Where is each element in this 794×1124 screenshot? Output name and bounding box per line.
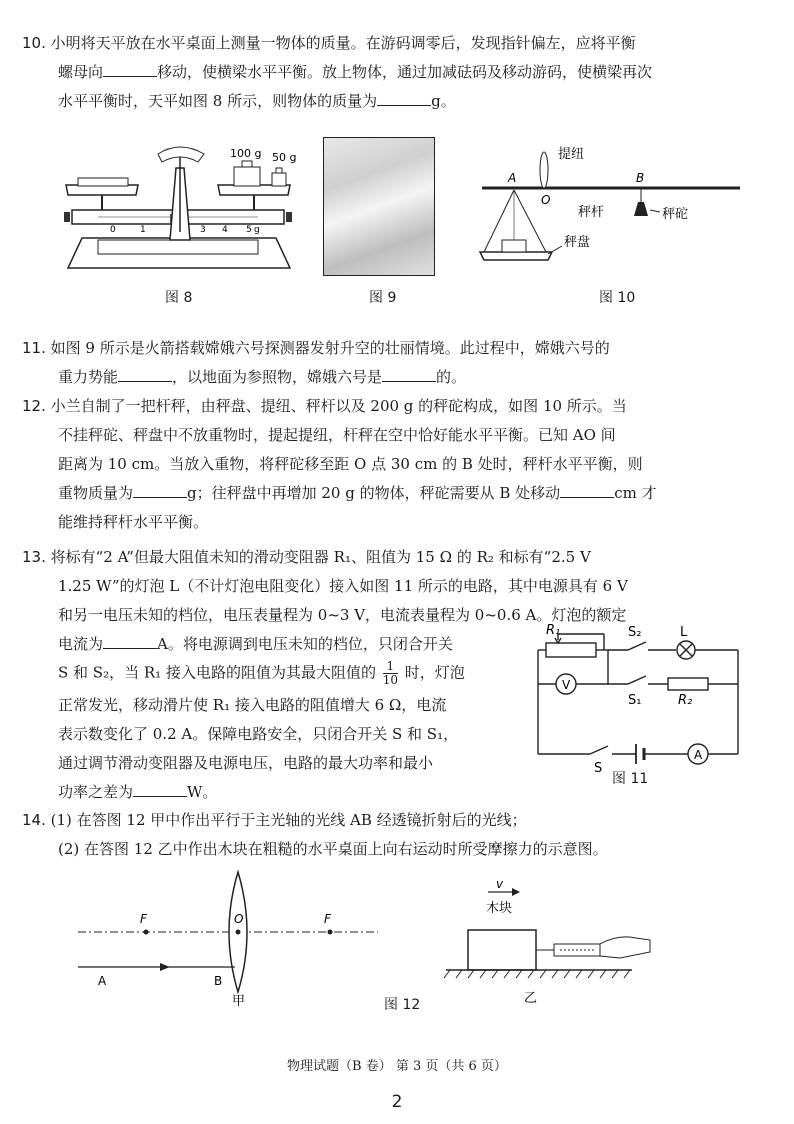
chenggan-label: 秤杆 bbox=[578, 205, 605, 220]
figure-11-caption: 图 11 bbox=[612, 771, 649, 787]
answer-blank[interactable] bbox=[560, 483, 614, 498]
q13-line-1: 13. 将标有“2 A”但最大阻值未知的滑动变阻器 R₁、阻值为 15 Ω 的 R₂ 和标有“2.5 V bbox=[22, 548, 591, 566]
q13-line-5: S 和 S₂，当 R₁ 接入电路的阻值为其最大阻值的 $\frac{1}{10}$ 时，灯泡 bbox=[58, 659, 465, 687]
answer-blank[interactable] bbox=[103, 62, 157, 77]
answer-blank[interactable] bbox=[382, 367, 436, 382]
svg-text:g: g bbox=[254, 225, 260, 235]
q10-line-2: 螺母向 移动，使横梁水平平衡。放上物体，通过加减砝码及移动游码，使横梁再次 bbox=[58, 63, 653, 81]
answer-blank[interactable] bbox=[118, 367, 172, 382]
figure-9-rocket-photo bbox=[323, 137, 435, 276]
ray-point-a: A bbox=[98, 974, 107, 988]
q12-line-1: 12. 小兰自制了一把杆秤，由秤盘、提纽、秤杆以及 200 g 的秤砣构成，如图 10 所示。当 bbox=[22, 397, 627, 415]
figure-9-caption: 图 9 bbox=[369, 290, 397, 306]
focal-point-left: F bbox=[140, 912, 147, 926]
r1-label: R₁ bbox=[546, 623, 561, 638]
page-number: 2 bbox=[391, 1092, 403, 1112]
r2-label: R₂ bbox=[678, 693, 693, 708]
optical-center: O bbox=[234, 912, 244, 926]
svg-text:5: 5 bbox=[246, 225, 252, 235]
q13-line-2: 1.25 W”的灯泡 L（不计灯泡电阻变化）接入如图 11 所示的电路，其中电源具有 6 V bbox=[58, 577, 628, 595]
lamp-label: L bbox=[680, 625, 688, 640]
svg-text:O: O bbox=[541, 193, 551, 207]
figure-jia-label: 甲 bbox=[232, 994, 246, 1008]
q12-line-3: 距离为 10 cm。当放入重物，将秤砣移至距 O 点 30 cm 的 B 处时，秤杆水平平衡，则 bbox=[58, 455, 643, 473]
answer-blank[interactable] bbox=[133, 483, 187, 498]
velocity-label: v bbox=[496, 878, 504, 891]
answer-blank[interactable] bbox=[133, 782, 187, 797]
svg-text:0: 0 bbox=[110, 225, 116, 235]
chengpan-label: 秤盘 bbox=[564, 235, 591, 250]
q14-line-1: 14. (1) 在答图 12 甲中作出平行于主光轴的光线 AB 经透镜折射后的光线； bbox=[22, 811, 527, 829]
q12-line-2: 不挂秤砣、秤盘中不放重物时，提起提纽，杆秤在空中恰好能水平平衡。已知 AO 间 bbox=[58, 426, 616, 444]
q13-line-4: 电流为 A。将电源调到电压未知的档位，只闭合开关 bbox=[58, 635, 453, 653]
q10-number: 10. bbox=[22, 34, 46, 52]
ammeter-label: A bbox=[694, 748, 703, 762]
q13-line-6: 正常发光，移动滑片使 R₁ 接入电路的阻值增大 6 Ω，电流 bbox=[58, 696, 447, 714]
page-footer: 物理试题（B 卷） 第 3 页（共 6 页） bbox=[287, 1059, 507, 1074]
answer-blank[interactable] bbox=[103, 634, 157, 649]
q10-line-1: 10. 小明将天平放在水平桌面上测量一物体的质量。在游码调零后，发现指针偏左，应将平衡 bbox=[22, 34, 636, 52]
q11-line-2: 重力势能 ，以地面为参照物，嫦娥六号是 的。 bbox=[58, 368, 467, 386]
svg-text:3: 3 bbox=[200, 225, 206, 235]
figure-8-caption: 图 8 bbox=[165, 290, 193, 306]
q12-line-5: 能维持秤杆水平平衡。 bbox=[58, 513, 209, 531]
answer-blank[interactable] bbox=[377, 91, 431, 106]
svg-text:4: 4 bbox=[222, 225, 228, 235]
q13-line-9: 功率之差为 W。 bbox=[58, 783, 218, 801]
q12-line-4: 重物质量为 g；往秤盘中再增加 20 g 的物体，秤砣需要从 B 处移动 cm 才 bbox=[58, 484, 657, 502]
figure-12-caption: 图 12 bbox=[384, 997, 421, 1013]
figure-12-jia-lens bbox=[78, 868, 388, 1008]
block-label: 木块 bbox=[486, 901, 513, 916]
tizu-label: 提纽 bbox=[558, 147, 585, 162]
q13-line-8: 通过调节滑动变阻器及电源电压，电路的最大功率和最小 bbox=[58, 754, 434, 772]
weight-50g-label: 50 g bbox=[272, 151, 297, 164]
figure-11-circuit bbox=[528, 612, 758, 792]
ray-point-b: B bbox=[214, 974, 223, 988]
focal-point-right: F bbox=[324, 912, 331, 926]
figure-10-steelyard bbox=[478, 142, 748, 272]
svg-text:A: A bbox=[508, 171, 517, 185]
q13-line-7: 表示数变化了 0.2 A。保障电路安全，只闭合开关 S 和 S₁， bbox=[58, 725, 459, 743]
s-label: S bbox=[594, 761, 603, 776]
s1-label: S₁ bbox=[628, 693, 642, 708]
figure-yi-label: 乙 bbox=[524, 991, 538, 1006]
voltmeter-label: V bbox=[562, 678, 571, 692]
q10-line-3: 水平平衡时，天平如图 8 所示，则物体的质量为 g。 bbox=[58, 92, 456, 110]
q14-line-2: (2) 在答图 12 乙中作出木块在粗糙的水平桌面上向右运动时所受摩擦力的示意图。 bbox=[58, 840, 608, 858]
q11-line-1: 11. 如图 9 所示是火箭搭载嫦娥六号探测器发射升空的壮丽情境。此过程中，嫦娥六号的 bbox=[22, 339, 610, 357]
figure-10-caption: 图 10 bbox=[599, 290, 636, 306]
weight-100g-label: 100 g bbox=[230, 147, 262, 160]
s2-label: S₂ bbox=[628, 625, 642, 640]
q13-line-3: 和另一电压未知的档位，电压表量程为 0~3 V，电流表量程为 0~0.6 A。灯泡的额定 bbox=[58, 606, 627, 624]
chengtuo-label: 秤砣 bbox=[662, 207, 689, 222]
svg-text:1: 1 bbox=[140, 225, 146, 235]
fraction-one-tenth: $\frac{1}{10}$ bbox=[382, 659, 399, 687]
figure-8-balance bbox=[58, 140, 298, 275]
svg-text:B: B bbox=[636, 171, 645, 185]
figure-12-yi-block bbox=[440, 878, 660, 1006]
